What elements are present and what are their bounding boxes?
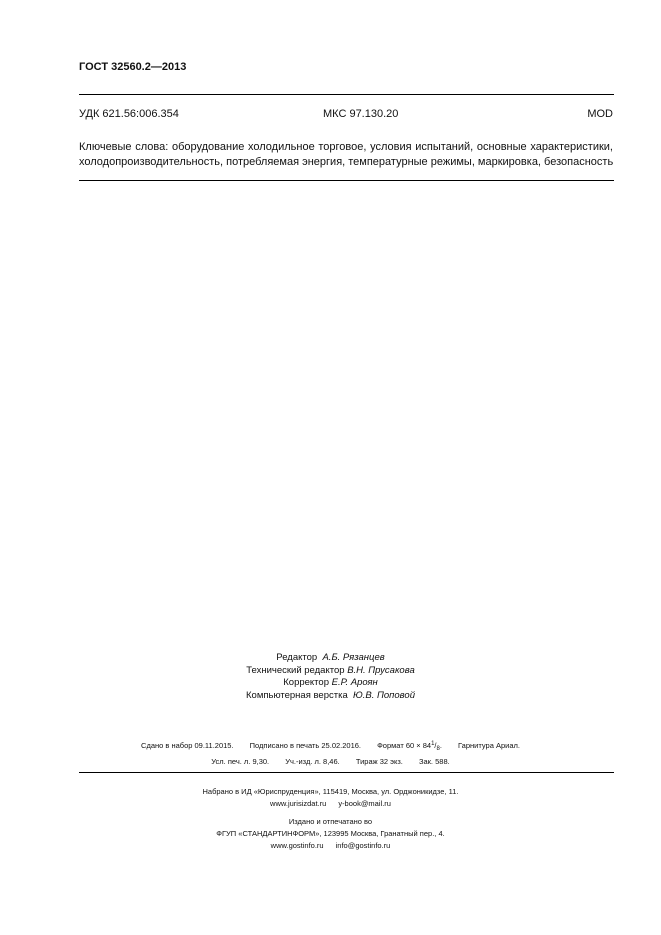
keywords-line-2: холодопроизводительность, потребляемая энергия, температурные режимы, маркировка, безопасность (79, 156, 614, 168)
mod-marker: MOD (587, 108, 613, 120)
submitted-date: Сдано в набор 09.11.2015. (141, 741, 234, 750)
standard-number: ГОСТ 32560.2—2013 (79, 61, 187, 73)
print-info-line-1 (0, 741, 661, 752)
paper-format: Формат $60 \times 84^1/_8$. (377, 741, 442, 752)
imprint-divider (79, 772, 614, 773)
layout-name: Ю.В. Поповой (353, 689, 415, 701)
corrector-name: Е.Р. Ароян (331, 677, 378, 688)
credits-block (0, 652, 661, 702)
print-info-line-2 (0, 757, 661, 766)
corrector-label: Корректор (283, 677, 329, 688)
editor-row (0, 652, 661, 665)
publisher-email-link[interactable]: y-book@mail.ru (338, 799, 391, 808)
tech-editor-row (0, 665, 661, 678)
top-divider (79, 94, 614, 95)
printed-sheets: Усл. печ. л. 9,30. (211, 757, 270, 766)
editor-name: А.Б. Рязанцев (322, 652, 385, 663)
udc-code: УДК 621.56:006.354 (79, 108, 179, 120)
tech-editor-name: В.Н. Прусакова (347, 664, 415, 676)
layout-row (0, 690, 661, 703)
organization-contacts (0, 840, 661, 852)
mks-code: МКС 97.130.20 (323, 108, 399, 120)
printed-line: Издано и отпечатано во (288, 817, 373, 826)
corrector-row (0, 677, 661, 690)
print-run: Тираж 32 экз. (355, 757, 403, 766)
order-number: Зак. 588. (418, 757, 450, 766)
tech-editor-label: Технический редактор (246, 664, 345, 676)
signed-date: Подписано в печать 25.02.2016. (249, 741, 362, 750)
organization-line: ФГУП «СТАНДАРТИНФОРМ», 123995 Москва, Гранатный пер., 4. (216, 829, 445, 838)
keywords-divider (79, 180, 614, 181)
editor-label: Редактор (276, 652, 318, 663)
publisher-sheets: Уч.-изд. л. 8,46. (285, 757, 340, 766)
layout-label: Компьютерная верстка (246, 689, 348, 701)
publisher-site-link[interactable]: www.jurisizdat.ru (270, 799, 327, 808)
organization-email-link[interactable]: info@gostinfo.ru (335, 841, 391, 850)
keywords-line-1: Ключевые слова: оборудование холодильное торговое, условия испытаний, основные характеристики, (79, 141, 613, 153)
typeset-line: Набрано в ИД «Юриспруденция», 115419, Москва, ул. Орджоникидзе, 11. (202, 787, 459, 796)
organization-site-link[interactable]: www.gostinfo.ru (270, 841, 324, 850)
keywords-block (79, 140, 613, 170)
publisher-block (0, 786, 661, 852)
typeface: Гарнитура Ариал. (458, 741, 520, 750)
publisher-contacts (0, 798, 661, 810)
